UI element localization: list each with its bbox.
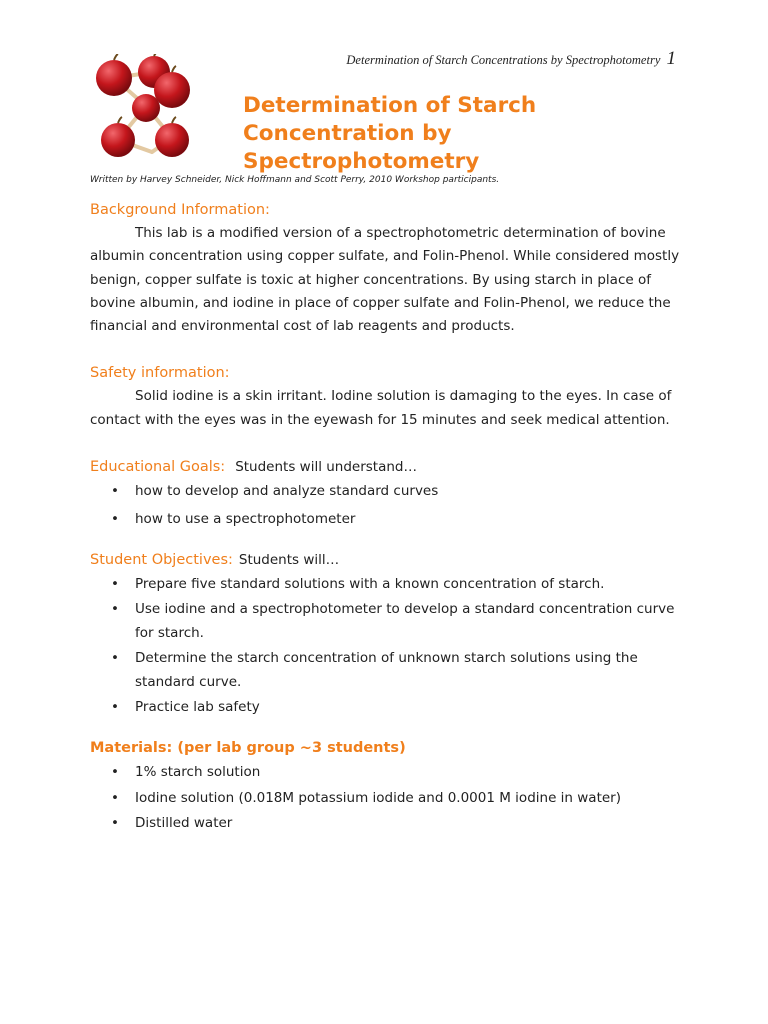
list-item: • how to develop and analyze standard curves: [90, 479, 690, 504]
materials-list: [90, 760, 690, 836]
document-body: [90, 198, 690, 836]
objectives-intro: Students will…: [238, 552, 340, 569]
apple-4: [132, 94, 160, 122]
list-item: • Prepare five standard solutions with a known concentration of starch.: [90, 572, 690, 597]
running-header: [346, 48, 676, 70]
list-item: • how to use a spectrophotometer: [90, 507, 690, 532]
section-student-objectives: [90, 548, 690, 719]
title-line-2: Concentration by: [243, 121, 452, 146]
running-header-title: Determination of Starch Concentrations by Spectrophotometry: [346, 53, 661, 67]
goals-intro: Students will understand…: [235, 459, 418, 476]
list-item: • Distilled water: [90, 811, 690, 836]
safety-paragraph: Solid iodine is a skin irritant. Iodine solution is damaging to the eyes. In case of contact with the eyes was in the eyewash for 15 minutes and seek medical attention.: [90, 388, 672, 428]
goals-list: [90, 479, 690, 531]
apple-1: [96, 54, 132, 96]
section-educational-goals: [90, 455, 690, 531]
document-title: [243, 92, 583, 176]
goals-heading: Educational Goals:: [90, 459, 226, 476]
list-item: • Use iodine and a spectrophotometer to develop a standard concentration curve for starch.: [90, 597, 690, 646]
section-safety: [90, 361, 690, 432]
title-line-3: Spectrophotometry: [243, 149, 480, 174]
objectives-list: [90, 572, 690, 719]
materials-heading: Materials: (per lab group ~3 students): [90, 740, 406, 757]
objectives-heading: Student Objectives:: [90, 552, 233, 569]
title-line-1: Determination of Starch: [243, 93, 537, 118]
list-item: • Determine the starch concentration of unknown starch solutions using the standard curve.: [90, 646, 690, 695]
list-item: • Practice lab safety: [90, 695, 690, 720]
list-item: • 1% starch solution: [90, 760, 690, 785]
list-item: • Iodine solution (0.018M potassium iodide and 0.0001 M iodine in water): [90, 786, 690, 811]
background-heading: Background Information:: [90, 202, 270, 218]
safety-heading: Safety information:: [90, 365, 230, 382]
background-paragraph: This lab is a modified version of a spectrophotometric determination of bovine albumin concentration using copper sulfate, and Folin-Phenol. While considered mostly benign, copper sulfate is toxic at higher concentrations. By using starch in place of bovine albumin, and iodine in place of copper sulfate and Folin-Phenol, we reduce the financial and environmental cost of lab reagents and products.: [90, 225, 680, 335]
page-number: 1: [666, 48, 676, 69]
apple-molecule-logo: [76, 54, 228, 164]
byline: Written by Harvey Schneider, Nick Hoffmann and Scott Perry, 2010 Workshop participants.: [90, 175, 500, 185]
section-background: [90, 198, 690, 338]
section-materials: [90, 736, 690, 836]
